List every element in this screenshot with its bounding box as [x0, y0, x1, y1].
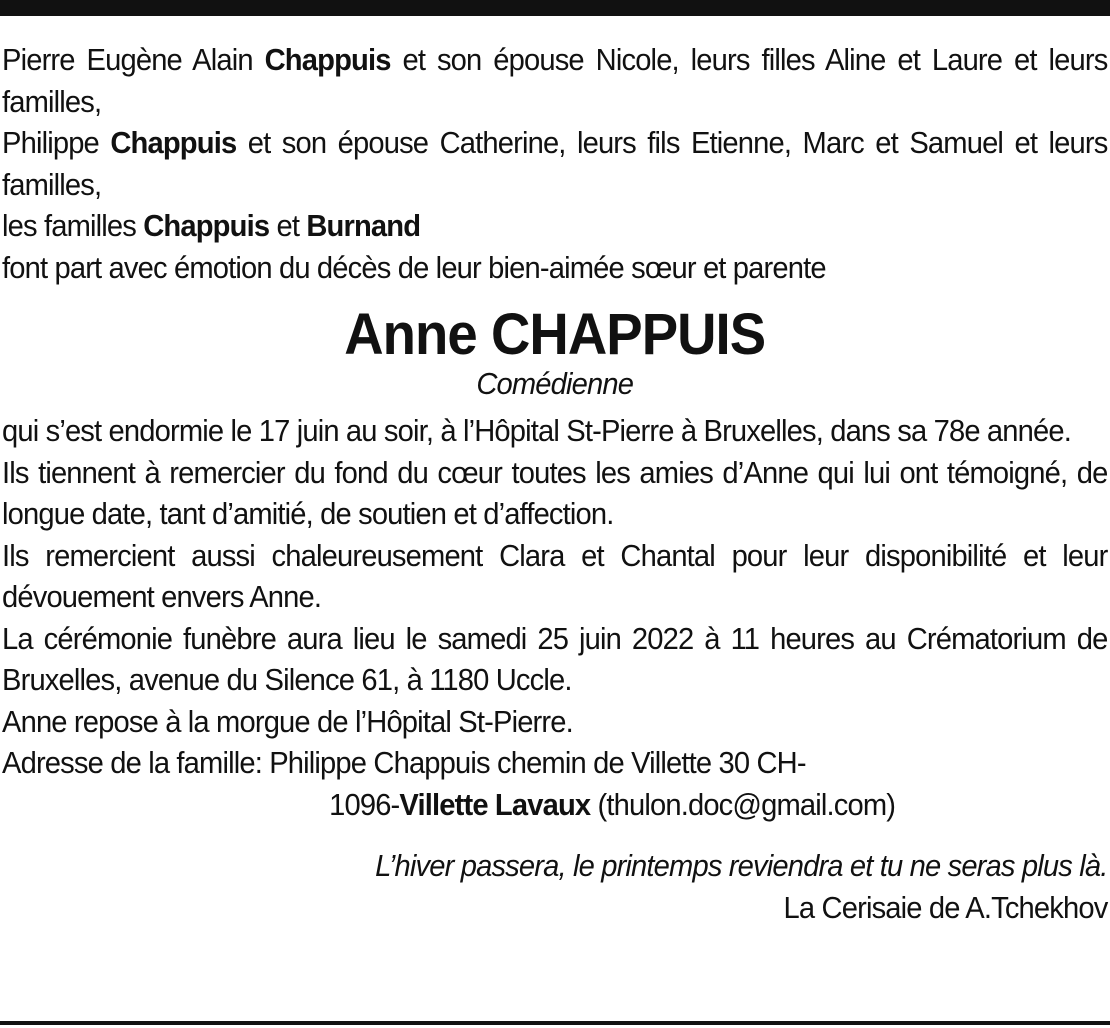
families-line: [2, 205, 1107, 247]
family-line-2-end: et son épouse Catherine, leurs fils Etienne, Marc et Samuel et leurs familles,: [2, 125, 1108, 202]
address-line-2: [2, 784, 1107, 826]
profession: Comédienne: [476, 366, 634, 401]
paragraph-thanks-caregivers: Ils remercient aussi chaleureusement Clara et Chantal pour leur disponibilité et leur dévouement envers Anne.: [2, 537, 1108, 614]
family-line-2-start: Philippe: [2, 125, 111, 160]
family-line-1-start: Pierre Eugène Alain: [2, 42, 265, 77]
bottom-border: [0, 1021, 1110, 1025]
families-prefix: les familles: [2, 208, 144, 243]
address-locality: Villette Lavaux: [399, 786, 591, 822]
families-name-1: Chappuis: [143, 208, 270, 243]
paragraph-death: qui s’est endormie le 17 juin au soir, à l’Hôpital St-Pierre à Bruxelles, dans sa 78e année.: [2, 413, 1072, 448]
family-line-1: [2, 39, 1107, 122]
family-line-2: [2, 122, 1107, 205]
death-notice: [2, 39, 1107, 928]
paragraph-ceremony: La cérémonie funèbre aura lieu le samedi 25 juin 2022 à 11 heures au Crématorium de Bruxelles, avenue du Silence 61, à 1180 Uccle.: [2, 620, 1108, 697]
family-line-2-surname: Chappuis: [110, 125, 237, 160]
address-postcode: 1096-: [329, 786, 400, 822]
families-name-2: Burnand: [306, 208, 421, 243]
top-border: [0, 0, 1110, 16]
quote: L’hiver passera, le printemps reviendra et tu ne seras plus là.: [375, 848, 1108, 883]
address-email: (thulon.doc@gmail.com): [590, 786, 896, 822]
paragraph-rest: Anne repose à la morgue de l’Hôpital St-Pierre.: [2, 703, 573, 739]
intro-line: font part avec émotion du décès de leur bien-aimée sœur et parente: [2, 249, 826, 285]
families-and: et: [269, 208, 307, 243]
family-line-1-surname: Chappuis: [264, 42, 391, 77]
deceased-name: Anne CHAPPUIS: [344, 302, 766, 367]
address-line-1: Adresse de la famille: Philippe Chappuis chemin de Villette 30 CH-: [2, 745, 806, 780]
quote-source: La Cerisaie de A.Tchekhov: [783, 889, 1108, 925]
family-line-1-end: et son épouse Nicole, leurs filles Aline et Laure et leurs familles,: [2, 42, 1108, 119]
paragraph-thanks-friends: Ils tiennent à remercier du fond du cœur toutes les amies d’Anne qui lui ont témoigné, de longue date, tant d’amitié, de soutien et d’affection.: [2, 454, 1108, 531]
